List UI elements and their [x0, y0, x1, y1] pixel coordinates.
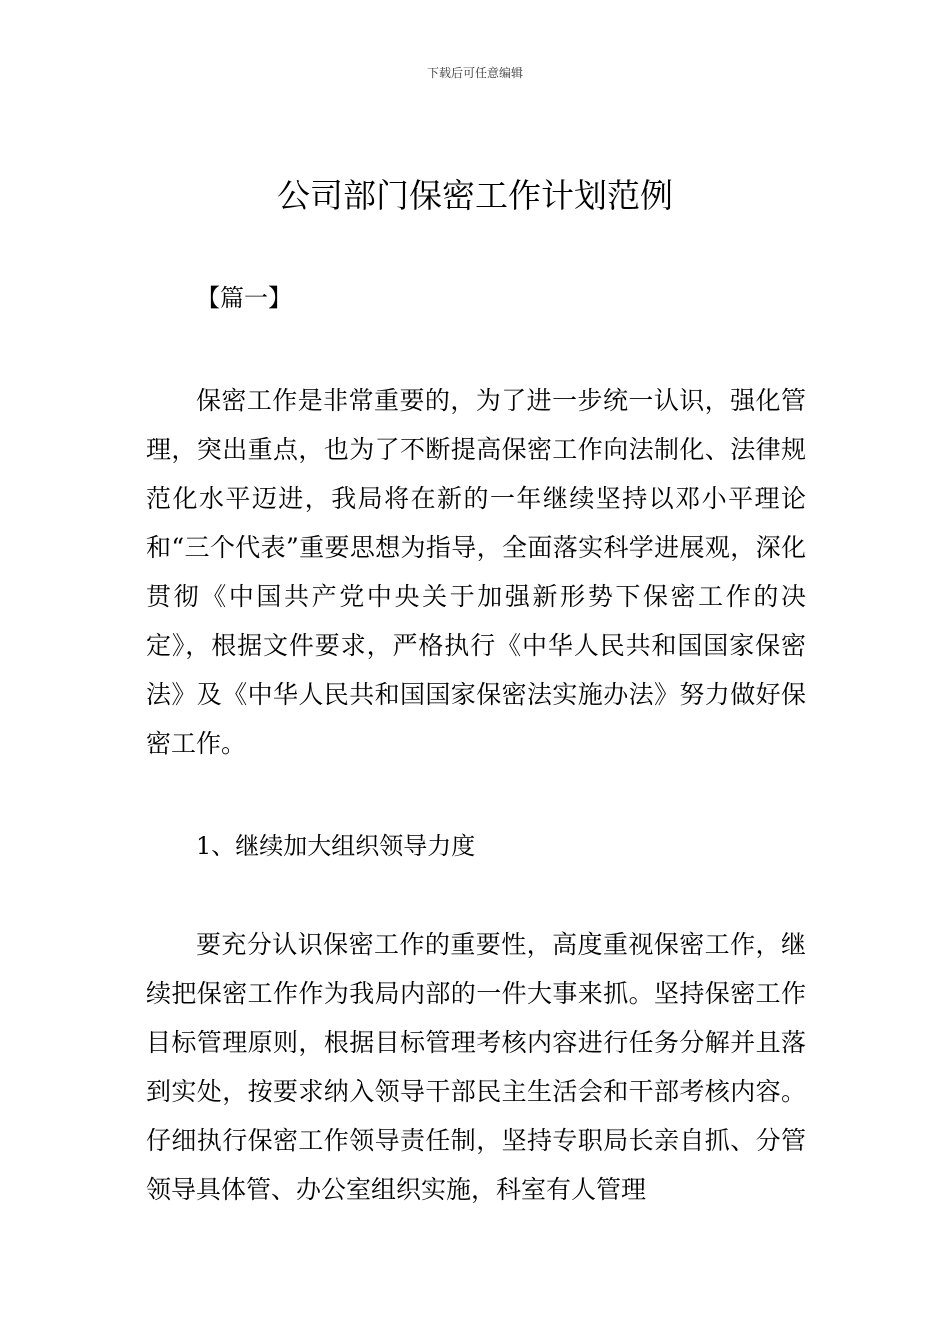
subheading-1: 1、继续加大组织领导力度	[196, 832, 476, 860]
page-title: 公司部门保密工作计划范例	[277, 176, 673, 215]
section-label: 【篇一】	[196, 284, 292, 312]
body-paragraph-2: 要充分认识保密工作的重要性，高度重视保密工作，继续把保密工作作为我局内部的一件大事来抓。坚持保密工作目标管理原则，根据目标管理考核内容进行任务分解并且落到实处，按要求纳入领导干部民主生活会和干部考核内容。仔细执行保密工作领导责任制，坚持专职局长亲自抓、分管领导具体管、办公室组织实施，科室有人管理	[146, 930, 806, 1204]
body-paragraph-1: 保密工作是非常重要的，为了进一步统一认识，强化管理，突出重点，也为了不断提高保密工作向法制化、法律规范化水平迈进，我局将在新的一年继续坚持以邓小平理论和“三个代表”重要思想为指导，全面落实科学进展观，深化贯彻《中国共产党中央关于加强新形势下保密工作的决定》，根据文件要求，严格执行《中华人民共和国国家保密法》及《中华人民共和国国家保密法实施办法》努力做好保密工作。	[146, 386, 806, 758]
header-note: 下载后可任意编辑	[426, 66, 523, 80]
